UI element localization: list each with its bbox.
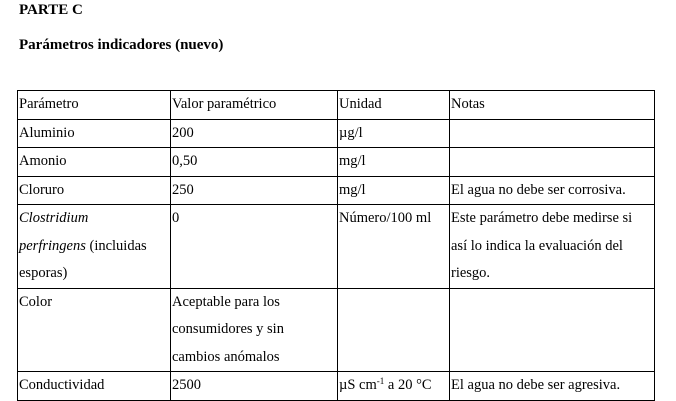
cell-unidad: µg/l: [338, 119, 450, 148]
cell-unidad: Número/100 ml: [338, 205, 450, 289]
cell-parametro: Amonio: [18, 148, 171, 177]
table-row: [18, 372, 655, 401]
notas-line1: Este parámetro debe medirse si: [451, 210, 633, 226]
table-row: [18, 205, 655, 289]
section-subtitle: Parámetros indicadores (nuevo): [19, 37, 224, 53]
cell-unidad: [338, 372, 450, 401]
parametro-line3: esporas): [19, 265, 68, 281]
cell-unidad: [338, 288, 450, 372]
cell-notas: [450, 288, 655, 372]
cell-parametro: Conductividad: [18, 372, 171, 401]
header-cell-valor: Valor paramétrico: [171, 91, 338, 120]
parameters-table: [17, 90, 655, 401]
cell-notas: [450, 119, 655, 148]
cell-parametro: Color: [18, 288, 171, 372]
cell-parametro: [18, 205, 171, 289]
cell-notas: El agua no debe ser corrosiva.: [450, 176, 655, 205]
cell-parametro: Aluminio: [18, 119, 171, 148]
unidad-base: µS cm: [339, 377, 377, 393]
parametro-italic-2: perfringens: [19, 237, 86, 254]
cell-valor: [171, 288, 338, 372]
cell-valor: 2500: [171, 372, 338, 401]
valor-line1: Aceptable para los: [172, 293, 280, 310]
table-row: [18, 119, 655, 148]
header-cell-unidad: Unidad: [338, 91, 450, 120]
cell-valor: 0,50: [171, 148, 338, 177]
cell-parametro: Cloruro: [18, 176, 171, 205]
cell-unidad: mg/l: [338, 148, 450, 177]
cell-valor: 200: [171, 119, 338, 148]
cell-valor: 0: [171, 205, 338, 289]
cell-valor: 250: [171, 176, 338, 205]
table-row: [18, 288, 655, 372]
cell-notas: [450, 205, 655, 289]
cell-unidad: mg/l: [338, 176, 450, 205]
parametro-italic-1: Clostridium: [19, 210, 89, 226]
part-title: PARTE C: [19, 2, 83, 18]
notas-line2: así lo indica la evaluación del: [451, 237, 623, 254]
table-row: [18, 148, 655, 177]
cell-notas: El agua no debe ser agresiva.: [450, 372, 655, 401]
cell-notas: [450, 148, 655, 177]
unidad-rest: a 20 °C: [384, 377, 432, 393]
parametro-rest: (incluidas: [85, 237, 147, 254]
table-row: [18, 176, 655, 205]
header-cell-notas: Notas: [450, 91, 655, 120]
table-header-row: [18, 91, 655, 120]
header-cell-parametro: Parámetro: [18, 91, 171, 120]
valor-line2: consumidores y sin: [172, 321, 284, 337]
unidad-sup: -1: [376, 376, 385, 386]
valor-line3: cambios anómalos: [172, 348, 280, 365]
notas-line3: riesgo.: [451, 265, 491, 281]
